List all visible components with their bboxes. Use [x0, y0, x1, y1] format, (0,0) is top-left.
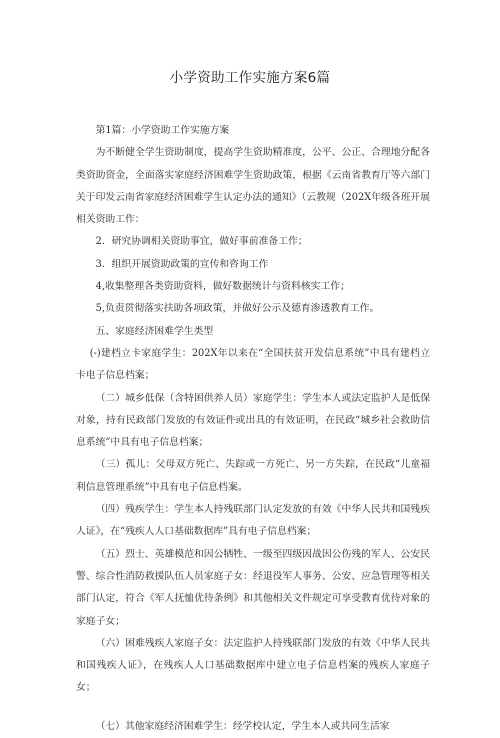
paragraph: （五）烈士、英雄模范和因公牺牲、一级至四级因战因公伤残的军人、公安民警、综合性消防救援队伍人员家庭子女：经退役军人事务、公安、应急管理等相关部门认定，符合《军人抚恤优待条例》和其他相关文件规定可享受教育优待对象的家庭子女；	[76, 548, 430, 627]
paragraph: （六）困难残疾人家庭子女：法定监护人持残联部门发放的有效《中华人民共和国残疾人证》，在残疾人人口基础数据库中建立电子信息档案的残疾人家庭子女；	[76, 637, 430, 694]
list-item: 4,收集整理各类资助资料，做好数据统计与资料核实工作；	[95, 281, 350, 293]
list-item: 2．研究协调相关资助事宜，做好事前准备工作；	[95, 236, 308, 248]
section-heading: 五、家庭经济困难学生类型	[95, 325, 214, 337]
paragraph: (-)建档立卡家庭学生：202X年以来在“全国扶贫开发信息系统”中具有建档立卡电子信息档案；	[76, 347, 430, 382]
list-item: 5,负责贯彻落实扶助各项政策，并做好公示及德育渗透教育工作。	[95, 303, 380, 315]
document-body	[76, 120, 430, 738]
list-item: 3．组织开展资助政策的宣传和咨询工作	[95, 258, 269, 270]
paragraph: （四）残疾学生：学生本人持残联部门认定发放的有效《中华人民共和国残疾人证》，在“残疾人人口基础数据库”具有电子信息档案；	[76, 504, 430, 538]
paragraph: （三）孤儿：父母双方死亡、失踪或一方死亡、另一方失踪，在民政“儿童福利信息管理系统”中具有电子信息档案。	[76, 459, 430, 493]
section-heading: 第1篇：小学资助工作实施方案	[95, 125, 230, 136]
paragraph: （七）其他家庭经济困难学生：经学校认定，学生本人或共同生活家	[95, 720, 390, 732]
paragraph: （二）城乡低保（含特困供养人员）家庭学生：学生本人或法定监护人是低保对象，持有民政部门发放的有效证件或出具的有效证明，在民政“城乡社会救助信息系统”中具有电子信息档案；	[76, 392, 430, 449]
paragraph: 为不断健全学生资助制度，提高学生资助精准度，公平、公正、合理地分配各类资助资金，全面落实家庭经济困难学生资助政策，根据《云南省教育厅等六部门关于印发云南省家庭经济困难学生认定办法的通知》（云教规（202X年级各班开展相关资助工作：	[76, 147, 430, 226]
document-title: 小学资助工作实施方案6篇	[169, 70, 331, 86]
